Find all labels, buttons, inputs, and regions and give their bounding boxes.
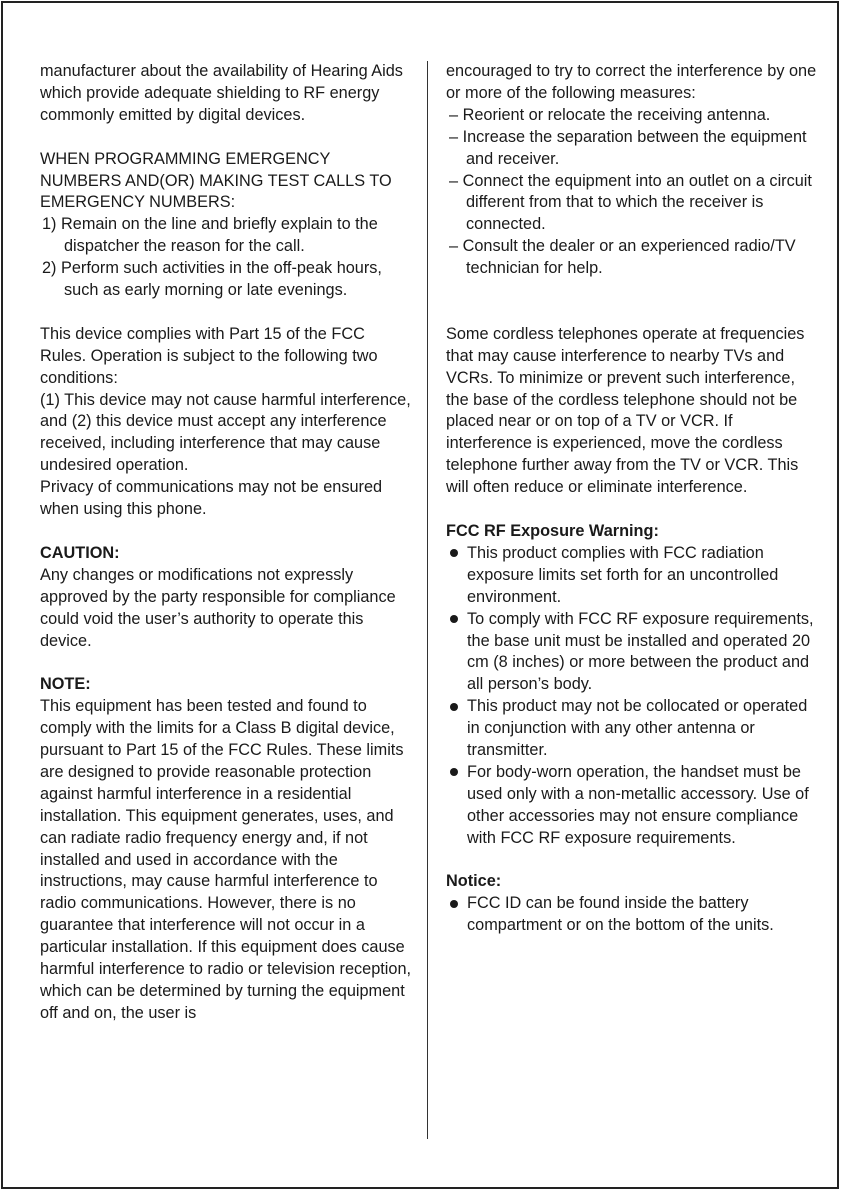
bullet-icon [450,768,458,776]
rf-exposure-heading: FCC RF Exposure Warning: [446,521,659,540]
bullet-icon [450,703,458,711]
hearing-aid-paragraph: manufacturer about the availability of Hearing Aids which provide adequate shielding to RF energy commonly emitted by digital devices. [40,62,403,124]
rf-bullet-text: This product complies with FCC radiation exposure limits set forth for an uncontrolled environment. [467,543,779,606]
bullet-icon [450,549,458,557]
cordless-paragraph: Some cordless telephones operate at frequencies that may cause interference to nearby TVs and VCRs. To minimize or prevent such interference, the base of the cordless telephone should not be placed near or on top of a TV or VCR. If interference is experienced, move the cordless telephone further away from the TV or VCR. This will often reduce or eliminate interference. [446,324,805,497]
rf-bullet-item [446,762,818,850]
privacy-paragraph: Privacy of communications may not be ensured when using this phone. [40,478,383,519]
part15-paragraph: This device complies with Part 15 of the FCC Rules. Operation is subject to the following two conditions: [40,324,378,387]
rf-bullet-text: This product may not be collocated or operated in conjunction with any other antenna or transmitter. [467,697,808,760]
rf-bullet-item [446,696,818,762]
notice-heading: Notice: [446,872,502,891]
left-column [40,61,412,1025]
measure-item: – Consult the dealer or an experienced radio/TV technician for help. [449,237,796,278]
notice-bullet-text: FCC ID can be found inside the battery compartment or on the bottom of the units. [467,894,774,935]
column-divider [427,61,428,1139]
right-column [446,61,818,937]
note-text: This equipment has been tested and found to comply with the limits for a Class B digital device, pursuant to Part 15 of the FCC Rules. These limits are designed to provide reasonable protection against harmful interference in a residential installation. This equipment generates, uses, and can radiate radio frequency energy and, if not installed and used in accordance with the instructions, may cause harmful interference to radio communications. However, there is no guarantee that interference will not occur in a particular installation. If this equipment does cause harmful interference to radio or television reception, which can be determined by turning the equipment off and on, the user is [40,697,412,1022]
emergency-heading: WHEN PROGRAMMING EMERGENCY NUMBERS AND(OR) MAKING TEST CALLS TO EMERGENCY NUMBERS: [40,149,392,212]
rf-bullet-item [446,609,818,697]
bullet-icon [450,615,458,623]
part15-conditions: (1) This device may not cause harmful interference, and (2) this device must accept any interference received, including interference that may cause undesired operation. [40,390,411,475]
note-heading: NOTE: [40,675,91,694]
caution-heading: CAUTION: [40,543,120,562]
emergency-step: 1) Remain on the line and briefly explain to the dispatcher the reason for the call. [42,215,378,256]
manual-page [1,1,839,1189]
emergency-step: 2) Perform such activities in the off-peak hours, such as early morning or late evenings. [42,259,382,300]
bullet-icon [450,900,458,908]
rf-bullet-text: To comply with FCC RF exposure requirements, the base unit must be installed and operated 20 cm (8 inches) or more between the product and all person’s body. [467,609,814,694]
measure-item: – Connect the equipment into an outlet on a circuit different from that to which the receiver is connected. [449,171,812,234]
rf-bullet-text: For body-worn operation, the handset must be used only with a non-metallic accessory. Use of other accessories may not ensure compliance with FCC RF exposure requirements. [467,762,809,847]
measure-item: – Increase the separation between the equipment and receiver. [449,127,807,168]
rf-bullet-item [446,543,818,609]
continuation-paragraph: encouraged to try to correct the interference by one or more of the following measures: [446,62,817,102]
caution-text: Any changes or modifications not expressly approved by the party responsible for compliance could void the user’s authority to operate this device. [40,565,396,650]
measure-item: – Reorient or relocate the receiving antenna. [449,105,771,124]
notice-bullet-item [446,893,818,937]
